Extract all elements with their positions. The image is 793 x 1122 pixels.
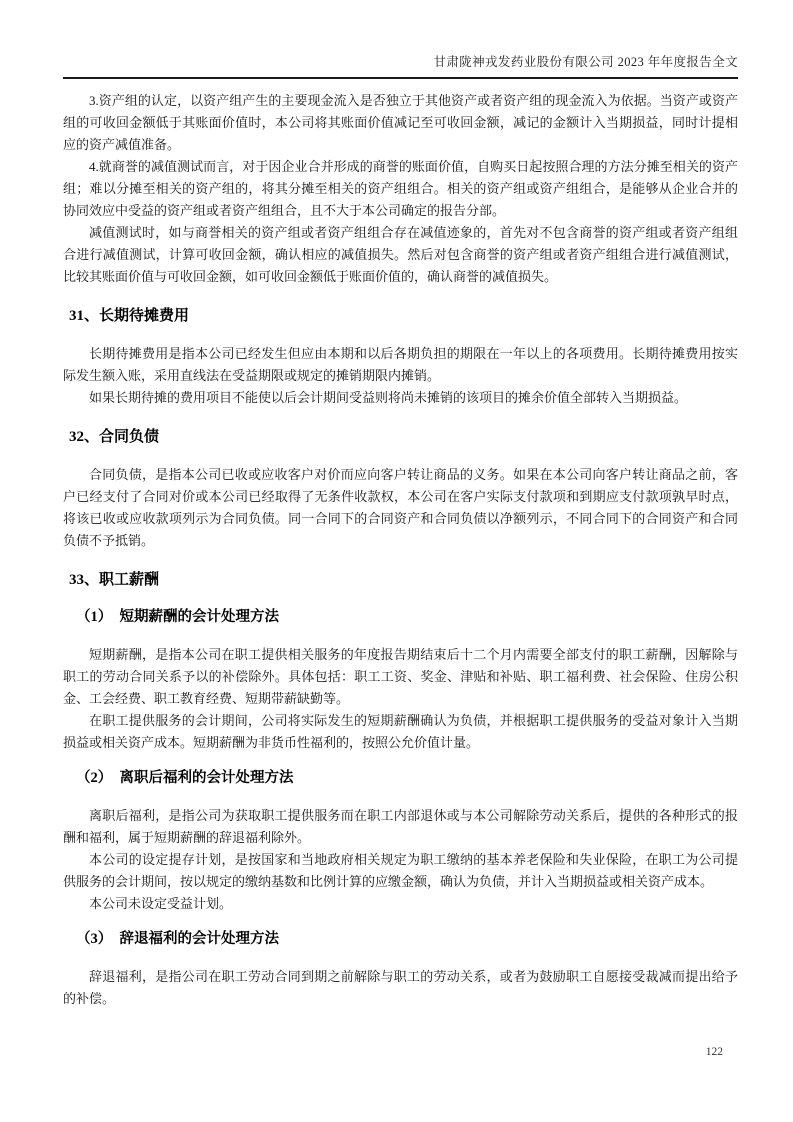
paragraph-impairment-testing: 减值测试时，如与商誉相关的资产组或者资产组组合存在减值迹象的，首先对不包含商誉的资产组或者资产组组合进行减值测试，计算可收回金额，确认相应的减值损失。然后对包含商誉的资产组或者资产组组合进行减值测试，比较其账面价值与可收回金额，如可收回金额低于账面价值的，确认商誉的减值损失。 — [63, 225, 738, 284]
paragraph-short-term-compensation-accounting: 在职工提供服务的会计期间，公司将实际发生的短期薪酬确认为负债，并根据职工提供服务的受益对象计入当期损益或相关资产成本。短期薪酬为非货币性福利的，按照公允价值计量。 — [63, 713, 738, 750]
paragraph-contract-liabilities-definition: 合同负债，是指本公司已收或应收客户对价而应向客户转让商品的义务。如果在本公司向客户转让商品之前，客户已经支付了合同对价或本公司已经取得了无条件收款权，本公司在客户实际支付款项和到期应支付款项孰早时点，将该已收或应收款项列示为合同负债。同一合同下的合同资产和合同负债以净额列示，不同合同下的合同资产和合同负债不予抵销。 — [63, 467, 738, 548]
paragraph-goodwill-impairment-allocation: 4.就商誉的减值测试而言，对于因企业合并形成的商誉的账面价值，自购买日起按照合理的方法分摊至相关的资产组；难以分摊至相关的资产组的，将其分摊至相关的资产组组合。相关的资产组或资产组组合，是能够从企业合并的协同效应中受益的资产组或者资产组组合，且不大于本公司确定的报告分部。 — [63, 159, 738, 218]
section-32-heading: 32、合同负债 — [69, 429, 160, 445]
subsection-2-heading: （2） 离职后福利的会计处理方法 — [76, 770, 294, 786]
subsection-1-short-term-compensation — [63, 607, 738, 754]
paragraph-post-employment-definition: 离职后福利，是指公司为获取职工提供服务而在职工内部退休或与本公司解除劳动关系后，提供的各种形式的报酬和福利，属于短期薪酬的辞退福利除外。 — [63, 808, 738, 845]
paragraph-termination-benefits-definition: 辞退福利，是指公司在职工劳动合同到期之前解除与职工的劳动关系，或者为鼓励职工自愿接受裁减而提出给予的补偿。 — [63, 969, 738, 1006]
paragraph-asset-group-recognition: 3.资产组的认定，以资产组产生的主要现金流入是否独立于其他资产或者资产组的现金流入为依据。当资产或资产组的可收回金额低于其账面价值时，本公司将其账面价值减记至可收回金额，减记的金额计入当期损益，同时计提相应的资产减值准备。 — [63, 93, 738, 152]
page-header — [63, 0, 738, 79]
section-33-employee-compensation — [63, 570, 738, 1010]
paragraph-short-term-compensation-definition: 短期薪酬，是指本公司在职工提供相关服务的年度报告期结束后十二个月内需要全部支付的职工薪酬，因解除与职工的劳动合同关系予以的补偿除外。具体包括：职工工资、奖金、津贴和补贴、职工福利费、社会保险、住房公积金、工会经费、职工教育经费、短期带薪缺勤等。 — [63, 647, 738, 706]
subsection-3-termination-benefits — [63, 929, 738, 1010]
paragraph-deferred-expenses-definition: 长期待摊费用是指本公司已经发生但应由本期和以后各期负担的期限在一年以上的各项费用。长期待摊费用按实际发生额入账，采用直线法在受益期限或规定的摊销期限内摊销。 — [63, 346, 738, 383]
report-header-title: 甘肃陇神戎发药业股份有限公司 2023 年年度报告全文 — [433, 55, 738, 69]
subsection-2-post-employment-benefits — [63, 768, 738, 915]
section-31-heading: 31、长期待摊费用 — [69, 308, 190, 324]
paragraph-defined-contribution-plan: 本公司的设定提存计划，是按国家和当地政府相关规定为职工缴纳的基本养老保险和失业保险，在职工为公司提供服务的会计期间，按以规定的缴纳基数和比例计算的应缴金额，确认为负债，并计入当期损益或相关资产成本。 — [63, 852, 738, 889]
subsection-3-heading: （3） 辞退福利的会计处理方法 — [76, 931, 279, 947]
subsection-1-heading: （1） 短期薪酬的会计处理方法 — [76, 609, 279, 625]
section-32-contract-liabilities — [63, 427, 738, 552]
section-31-long-term-deferred-expenses — [63, 306, 738, 409]
paragraph-deferred-expenses-transfer: 如果长期待摊的费用项目不能使以后会计期间受益则将尚未摊销的该项目的摊余价值全部转入当期损益。 — [89, 390, 688, 405]
page-body — [63, 79, 738, 1010]
page-number: 122 — [705, 1046, 723, 1058]
section-33-heading: 33、职工薪酬 — [69, 572, 160, 588]
paragraph-no-defined-benefit-plan: 本公司未设定受益计划。 — [89, 896, 233, 911]
